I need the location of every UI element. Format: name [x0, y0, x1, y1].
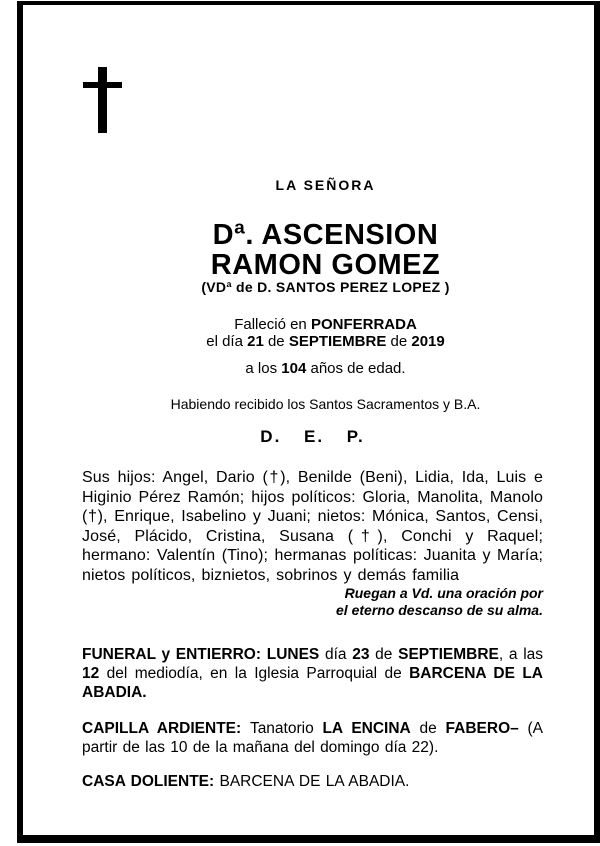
widow-of-line: (VDª de D. SANTOS PEREZ LOPEZ ): [201, 279, 450, 295]
funeral-info: FUNERAL y ENTIERRO: LUNES día 23 de SEPTIEMBRE, a las 12 del mediodía, en la Iglesia Parroquial de BARCENA DE LA ABADIA.: [82, 646, 544, 701]
notice-content: [23, 5, 594, 791]
deceased-name-line1: Dª. ASCENSION: [212, 219, 439, 251]
prayer-line1: Ruegan a Vd. una oración por: [344, 585, 543, 601]
sacraments-line: Habiendo recibido los Santos Sacramentos y B.A.: [170, 396, 481, 412]
prayer-note: [82, 585, 543, 619]
deceased-name-line2: RAMON GOMEZ: [210, 249, 441, 281]
prayer-line2: el eterno descanso de su alma.: [336, 602, 543, 618]
honorific-title: LA SEÑORA: [275, 177, 376, 193]
family-paragraph: Sus hijos: Angel, Dario (†), Benilde (Beni), Lidia, Ida, Luis e Higinio Pérez Ramón; hijos políticos: Gloria, Manolita, Manolo (†), Enrique, Isabelino y Juani; nietos: Mónica, Santos, Censi, José, Plácido, Cristina, Susana (†), Conchi y Raquel; hermano: Valentín (Tino); hermanas políticas: Juanita y María; nietos políticos, biznietos, sobrinos y demás familia: [82, 469, 543, 584]
mourning-house-info: CASA DOLIENTE: BARCENA DE LA ABADIA.: [82, 773, 410, 790]
death-date-line: el día 21 de SEPTIEMBRE de 2019: [206, 333, 445, 350]
age-line: a los 104 años de edad.: [245, 360, 406, 377]
wake-info: CAPILLA ARDIENTE: Tanatorio LA ENCINA de FABERO– (A partir de las 10 de la mañana del domingo día 22).: [82, 720, 544, 756]
death-place-line: Falleció en PONFERRADA: [234, 316, 417, 333]
border-frame: [17, 1, 600, 843]
deceased-name: [95, 220, 556, 280]
dep-abbreviation: D. E. P.: [260, 427, 365, 446]
